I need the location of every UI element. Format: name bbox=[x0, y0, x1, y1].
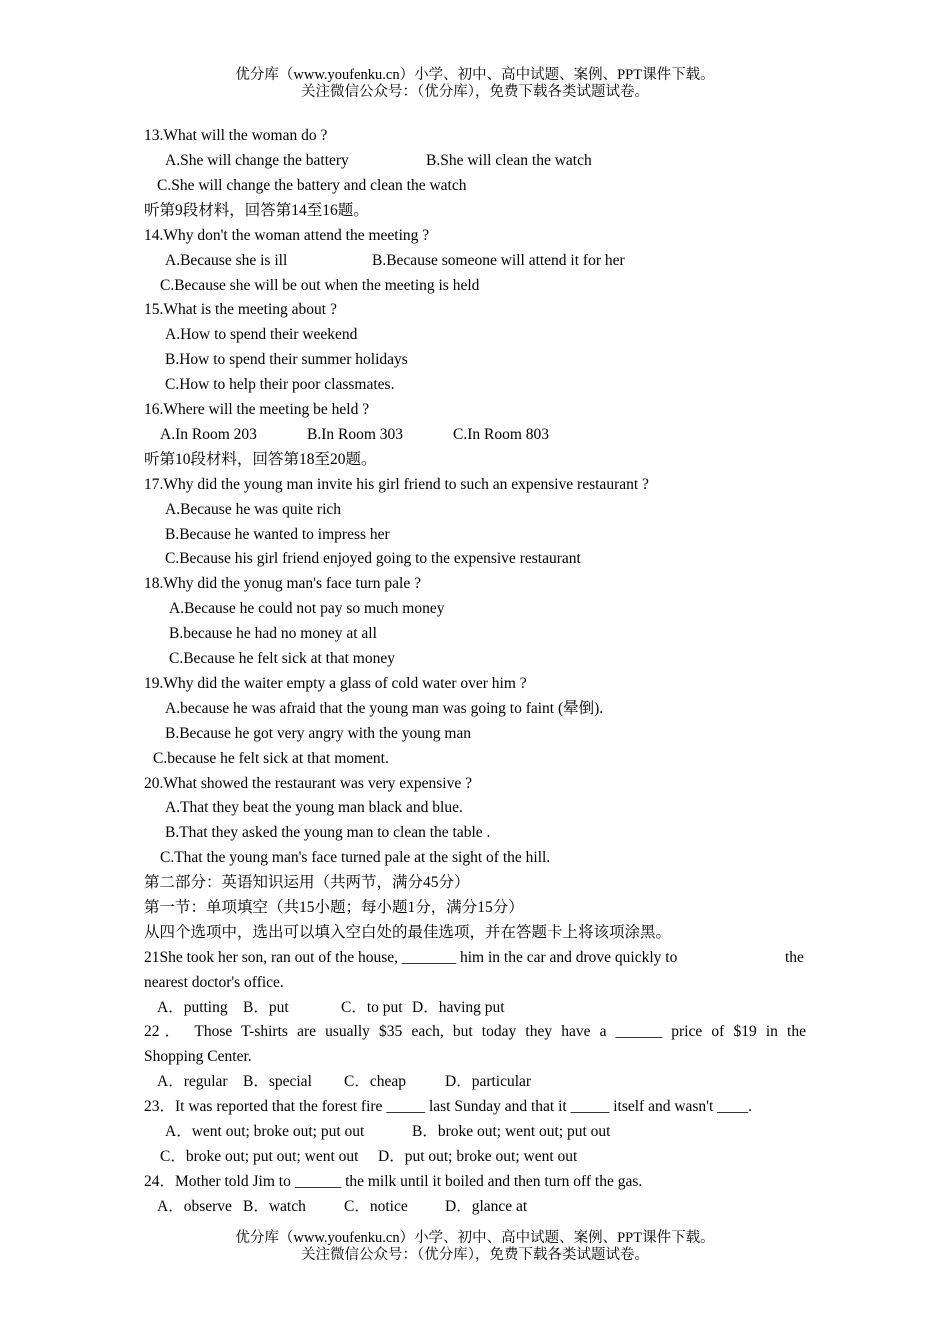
question-13-option-c: C.She will change the battery and clean the watch bbox=[157, 177, 467, 194]
question-21-stem-line-2: nearest doctor's office. bbox=[144, 974, 284, 991]
question-16-option-a: A.In Room 203 bbox=[160, 426, 257, 443]
header-line-1: 优分库（www.youfenku.cn）小学、初中、高中试题、案例、PPT课件下载。 bbox=[235, 67, 715, 83]
question-21-option-b: B．put bbox=[243, 999, 289, 1016]
question-19-option-a: A.because he was afraid that the young man was going to faint (晕倒). bbox=[165, 700, 604, 717]
question-20-option-c: C.That the young man's face turned pale at the sight of the hill. bbox=[160, 849, 551, 866]
question-14-option-a: A.Because she is ill bbox=[165, 252, 288, 269]
question-24-option-a: A．observe bbox=[157, 1198, 232, 1215]
question-21-stem-line-1-end: the bbox=[785, 949, 804, 966]
question-15-option-a: A.How to spend their weekend bbox=[165, 326, 358, 343]
question-15-option-c: C.How to help their poor classmates. bbox=[165, 376, 395, 393]
question-23-option-d: D．put out; broke out; went out bbox=[378, 1148, 578, 1165]
question-24-option-d: D．glance at bbox=[445, 1198, 528, 1215]
question-24-option-b: B．watch bbox=[243, 1198, 306, 1215]
question-20-option-a: A.That they beat the young man black and blue. bbox=[165, 799, 463, 816]
question-13-option-a: A.She will change the battery bbox=[165, 152, 349, 169]
question-23-option-b: B．broke out; went out; put out bbox=[412, 1123, 611, 1140]
question-18-stem: 18.Why did the yonug man's face turn pale ? bbox=[144, 575, 421, 592]
question-17-stem: 17.Why did the young man invite his girl friend to such an expensive restaurant ? bbox=[144, 476, 649, 493]
question-19-option-c: C.because he felt sick at that moment. bbox=[153, 750, 389, 767]
question-22-option-a: A．regular bbox=[157, 1073, 228, 1090]
question-14-option-b: B.Because someone will attend it for her bbox=[372, 252, 625, 269]
question-22-stem-line-1: 22． Those T-shirts are usually $35 each, but today they have a ______ price of $19 in the bbox=[144, 1023, 806, 1040]
question-17-option-a: A.Because he was quite rich bbox=[165, 501, 342, 518]
footer-line-2: 关注微信公众号：（优分库），免费下载各类试题试卷。 bbox=[301, 1247, 649, 1263]
question-24-stem: 24．Mother told Jim to ______ the milk until it boiled and then turn off the gas. bbox=[144, 1173, 643, 1190]
part-2-heading: 第二部分：英语知识运用（共两节，满分45分） bbox=[144, 874, 470, 891]
question-13-option-b: B.She will clean the watch bbox=[426, 152, 592, 169]
question-23-option-a: A．went out; broke out; put out bbox=[165, 1123, 365, 1140]
question-22-option-b: B．special bbox=[243, 1073, 312, 1090]
question-13-stem: 13.What will the woman do ? bbox=[144, 127, 328, 144]
question-15-stem: 15.What is the meeting about ? bbox=[144, 301, 337, 318]
footer-line-1: 优分库（www.youfenku.cn）小学、初中、高中试题、案例、PPT课件下载。 bbox=[235, 1230, 715, 1246]
question-21-option-c: C．to put bbox=[341, 999, 403, 1016]
question-18-option-b: B.because he had no money at all bbox=[169, 625, 377, 642]
question-22-option-c: C．cheap bbox=[344, 1073, 406, 1090]
question-14-stem: 14.Why don't the woman attend the meeting ? bbox=[144, 227, 430, 244]
instruction-text: 从四个选项中，选出可以填入空白处的最佳选项，并在答题卡上将该项涂黑。 bbox=[144, 924, 672, 941]
question-20-option-b: B.That they asked the young man to clean the table . bbox=[165, 824, 491, 841]
question-23-option-c: C．broke out; put out; went out bbox=[160, 1148, 359, 1165]
question-18-option-c: C.Because he felt sick at that money bbox=[169, 650, 395, 667]
question-16-option-c: C.In Room 803 bbox=[453, 426, 550, 443]
question-24-option-c: C．notice bbox=[344, 1198, 408, 1215]
question-19-option-b: B.Because he got very angry with the young man bbox=[165, 725, 472, 742]
section-9-heading: 听第9段材料，回答第14至16题。 bbox=[144, 202, 369, 219]
question-20-stem: 20.What showed the restaurant was very expensive ? bbox=[144, 775, 472, 792]
question-18-option-a: A.Because he could not pay so much money bbox=[169, 600, 445, 617]
question-23-stem: 23．It was reported that the forest fire _____ last Sunday and that it _____ itself and wasn't ____. bbox=[144, 1098, 753, 1115]
section-1-heading: 第一节：单项填空（共15小题；每小题1分，满分15分） bbox=[144, 899, 524, 916]
question-17-option-c: C.Because his girl friend enjoyed going to the expensive restaurant bbox=[165, 550, 581, 567]
question-19-stem: 19.Why did the waiter empty a glass of cold water over him ? bbox=[144, 675, 527, 692]
question-16-option-b: B.In Room 303 bbox=[307, 426, 404, 443]
question-16-stem: 16.Where will the meeting be held ? bbox=[144, 401, 370, 418]
header-line-2: 关注微信公众号：（优分库），免费下载各类试题试卷。 bbox=[301, 84, 649, 100]
question-21-stem-line-1: 21She took her son, ran out of the house, _______ him in the car and drove quickly to bbox=[144, 949, 678, 966]
question-17-option-b: B.Because he wanted to impress her bbox=[165, 526, 390, 543]
question-14-option-c: C.Because she will be out when the meeting is held bbox=[160, 277, 480, 294]
question-22-option-d: D．particular bbox=[445, 1073, 532, 1090]
question-21-option-d: D．having put bbox=[412, 999, 505, 1016]
page-footer bbox=[0, 1230, 950, 1264]
section-10-heading: 听第10段材料，回答第18至20题。 bbox=[144, 451, 377, 468]
question-21-option-a: A．putting bbox=[157, 999, 228, 1016]
question-22-stem-line-2: Shopping Center. bbox=[144, 1048, 252, 1065]
page-header bbox=[0, 67, 950, 101]
question-15-option-b: B.How to spend their summer holidays bbox=[165, 351, 408, 368]
